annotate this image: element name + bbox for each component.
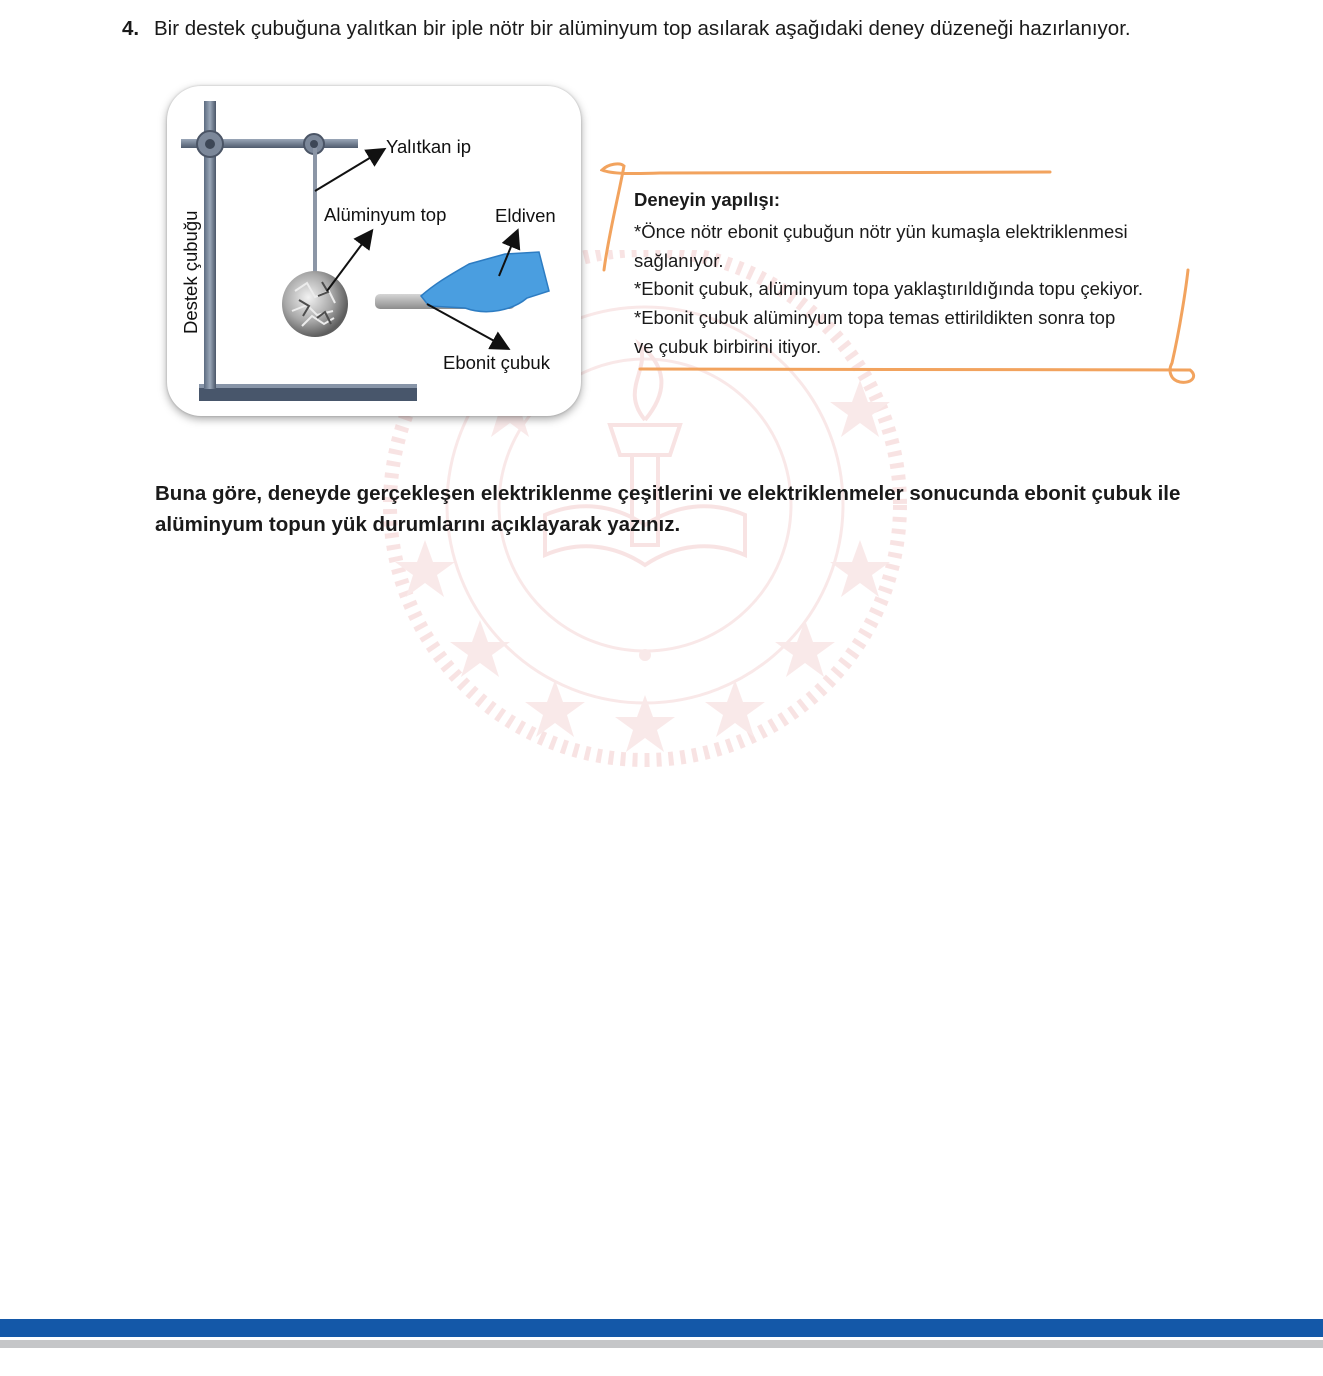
- experiment-figure: [167, 86, 581, 416]
- clamp-left: [197, 131, 223, 157]
- question-body: Bir destek çubuğuna yalıtkan bir iple nötr bir alüminyum top asılarak aşağıdaki deney düzeneği hazırlanıyor.: [154, 17, 1131, 40]
- label-insulating-string: Yalıtkan ip: [386, 136, 472, 157]
- label-aluminum-ball: Alüminyum top: [324, 204, 447, 225]
- procedure-step-2: [634, 275, 1143, 304]
- procedure-step-3: [634, 304, 1143, 361]
- aluminum-ball: [282, 271, 348, 337]
- arrow-string: [315, 150, 383, 191]
- label-ebonite-rod: Ebonit çubuk: [443, 352, 550, 373]
- procedure-title: Deneyin yapılışı:: [634, 189, 780, 210]
- label-glove: Eldiven: [495, 205, 556, 226]
- task-instruction: Buna göre, deneyde gerçekleşen elektriklenme çeşitlerini ve elektriklenmeler sonucunda ebonit çubuk ile alüminyum topun yük durumlarını açıklayarak yazınız.: [155, 482, 1181, 536]
- step-2-line-1: *Ebonit çubuk, alüminyum topa yaklaştırıldığında topu çekiyor.: [634, 278, 1144, 300]
- procedure-box: [600, 158, 1200, 388]
- step-1-line-2: sağlanıyor.: [634, 249, 724, 271]
- glove: [421, 252, 549, 312]
- procedure-steps: [634, 218, 1143, 362]
- question-text: [122, 17, 1131, 41]
- footer-bar-gray: [0, 1340, 1323, 1348]
- step-1-line-1: *Önce nötr ebonit çubuğun nötr yün kumaşla elektriklenmesi: [634, 221, 1128, 242]
- arrow-ball: [327, 232, 371, 291]
- stand-base: [199, 384, 417, 401]
- footer-bar-blue: [0, 1319, 1323, 1337]
- question-number: 4.: [122, 17, 140, 40]
- label-stand-rod: Destek çubuğu: [180, 210, 201, 334]
- step-3-line-2: ve çubuk birbirini itiyor.: [634, 335, 822, 357]
- step-3-line-1: *Ebonit çubuk alüminyum topa temas ettirildikten sonra top: [634, 307, 1116, 329]
- procedure-step-1: [634, 218, 1143, 275]
